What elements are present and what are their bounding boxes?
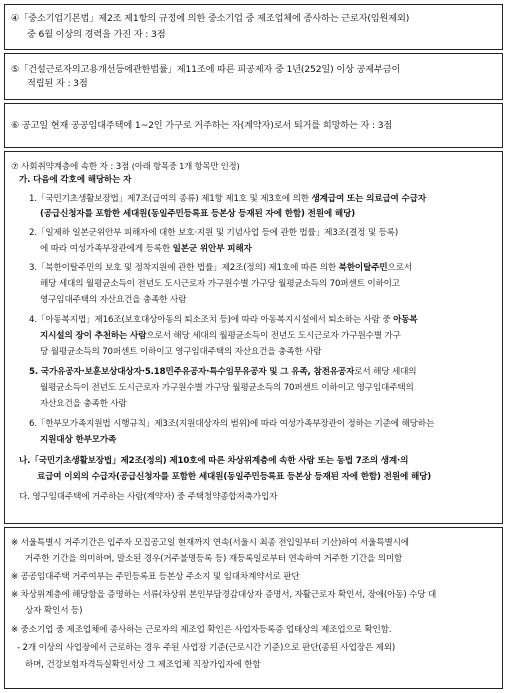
item-7-box — [4, 151, 503, 524]
note-3-line-1: ※ 차상위계층에 해당함을 증명하는 서류(차상위 본인부담경감대상자 증명서, 자활근로자 확인서, 장애(아동) 수당 대 — [11, 590, 437, 600]
item-7-na-line-2: 료급여 이외의 수급자(공급신청자를 포함한 세대원(동일주민등록표 등본상 등재된 자에 한함) 전원에 해당) — [37, 472, 432, 482]
item-7-heading: ⑦ 사회취약계층에 속한 자 : 3점 (아래 항목중 1개 항목만 인정) — [11, 161, 240, 172]
item-4-line-1: ④「중소기업기본법」제2조 제1항의 규정에 의한 중소기업 중 제조업체에 종사하는 근로자(임원제외) — [11, 13, 410, 24]
item-7-s4-line-1: 4.「아동복지법」제16조(보호대상아동의 퇴소조치 등)에 따라 아동복지시설에서 퇴소하는 사람 중 아동복 — [29, 315, 418, 325]
item-7-s5-line-1: 5. 국가유공자·보훈보상대상자·5.18민주유공자·특수임무유공자 및 그 유족, 참전유공자로서 해당 세대의 — [29, 367, 417, 377]
note-1-line-2: 거주한 기간을 의미하며, 말소된 경우(거주불명등록 등) 재등록일로부터 연속하여 거주한 기간을 의미함 — [25, 554, 403, 564]
item-7-da-line: 다. 영구임대주택에 거주하는 사람(계약자) 중 주택청약종합저축가입자 — [19, 492, 278, 502]
item-7-ga-title: 가. 다음에 각호에 해당하는 자 — [19, 175, 132, 185]
item-7-s4-line-2: 지시설의 장이 추천하는 사람으로서 해당 세대의 월평균소득이 전년도 도시근로자 가구원수별 가구 — [40, 331, 401, 341]
item-7-s4-line-3: 당 월평균소득의 70퍼센트 이하이고 영구임대주택의 자산요건을 충족한 사람 — [40, 347, 322, 357]
note-5-line-1: - 2개 이상의 사업장에서 근로하는 경우 주된 사업장 기준(근로시간 기준)으로 판단(종된 사업장은 제외) — [17, 643, 396, 653]
item-6-box — [4, 103, 503, 148]
item-5-box — [4, 53, 503, 100]
item-5-line-2: 적립된 자 : 3점 — [27, 78, 88, 89]
notes-box — [4, 527, 503, 689]
item-7-na-line-1: 나.「국민기초생활보장법」제2조(정의) 제10호에 따른 차상위계층에 속한 사람 또는 동법 7조의 생계·의 — [19, 456, 409, 466]
note-3-line-2: 상자 확인서 등) — [25, 606, 83, 616]
note-1-line-1: ※ 서울특별시 거주기간은 입주자 모집공고일 현재까지 연속(서울시 최종 전입일부터 기산)하여 서울특별시에 — [11, 538, 409, 548]
item-5-line-1: ⑤「건설근로자의고용개선등에관한법률」제11조에 따른 피공제자 중 1년(252일) 이상 공제부금이 — [11, 64, 401, 75]
item-7-s3-line-1: 3.「북한이탈주민의 보호 및 정착지원에 관한 법률」제2조(정의) 제1호에 따른 의한 북한이탈주민으로서 — [29, 263, 413, 273]
item-4-line-2: 중 6월 이상의 경력을 가진 자 : 3점 — [27, 29, 166, 40]
item-7-s2-line-1: 2.「일제하 일본군위안부 피해자에 대한 보호·지원 및 기념사업 등에 관한 법률」제3조(결정 및 등록) — [29, 228, 399, 238]
item-7-s5-line-2: 월평균소득이 전년도 도시근로자 가구원수별 가구당 월평균소득의 70퍼센트 이하이고 영구임대주택의 — [40, 383, 414, 393]
note-5-line-2: 하며, 건강보험자격득실확인서상 그 제조업체 직장가입자에 한함 — [25, 660, 261, 670]
item-6-line-1: ⑥ 공고일 현재 공공임대주택에 1~2인 가구로 거주하는 자(계약자)로서 퇴거를 희망하는 자 : 3점 — [11, 120, 393, 131]
item-7-s6-line-2: 지원대상 한부모가족 — [40, 435, 117, 445]
item-7-s5-line-3: 자산요건을 충족한 사람 — [40, 399, 127, 409]
item-7-s1-line-1: 1.「국민기초생활보장법」제7조(급여의 종류) 제1항 제1호 및 제3호에 의한 생계급여 또는 의료급여 수급자 — [29, 194, 426, 204]
item-7-s6-line-1: 6.「한부모가족지원법 시행규칙」제3조(지원대상자의 범위)에 따라 여성가족부장관이 정하는 기준에 해당하는 — [29, 419, 435, 429]
item-7-s2-line-2: 에 따라 여성가족부장관에게 등록한 일본군 위안부 피해자 — [40, 244, 252, 254]
item-7-s3-line-3: 영구임대주택의 자산요건을 충족한 사람 — [40, 295, 187, 305]
item-7-s3-line-2: 해당 세대의 월평균소득이 전년도 도시근로자 가구원수별 가구당 월평균소득의 70퍼센트 이하이고 — [40, 279, 400, 289]
note-4: ※ 중소기업 중 제조업체에 종사하는 근로자의 제조업 확인은 사업자등록증 업태상의 제조업으로 확인함. — [11, 625, 392, 635]
note-2: ※ 공공임대주택 거주여부는 주민등록표 등본상 주소지 및 임대차계약서로 판단 — [11, 572, 300, 582]
item-7-s1-line-2: (공급신청자를 포함한 세대원(동일주민등록표 등본상 등재된 자에 한함) 전원에 해당) — [40, 209, 356, 219]
item-4-box — [4, 4, 503, 50]
